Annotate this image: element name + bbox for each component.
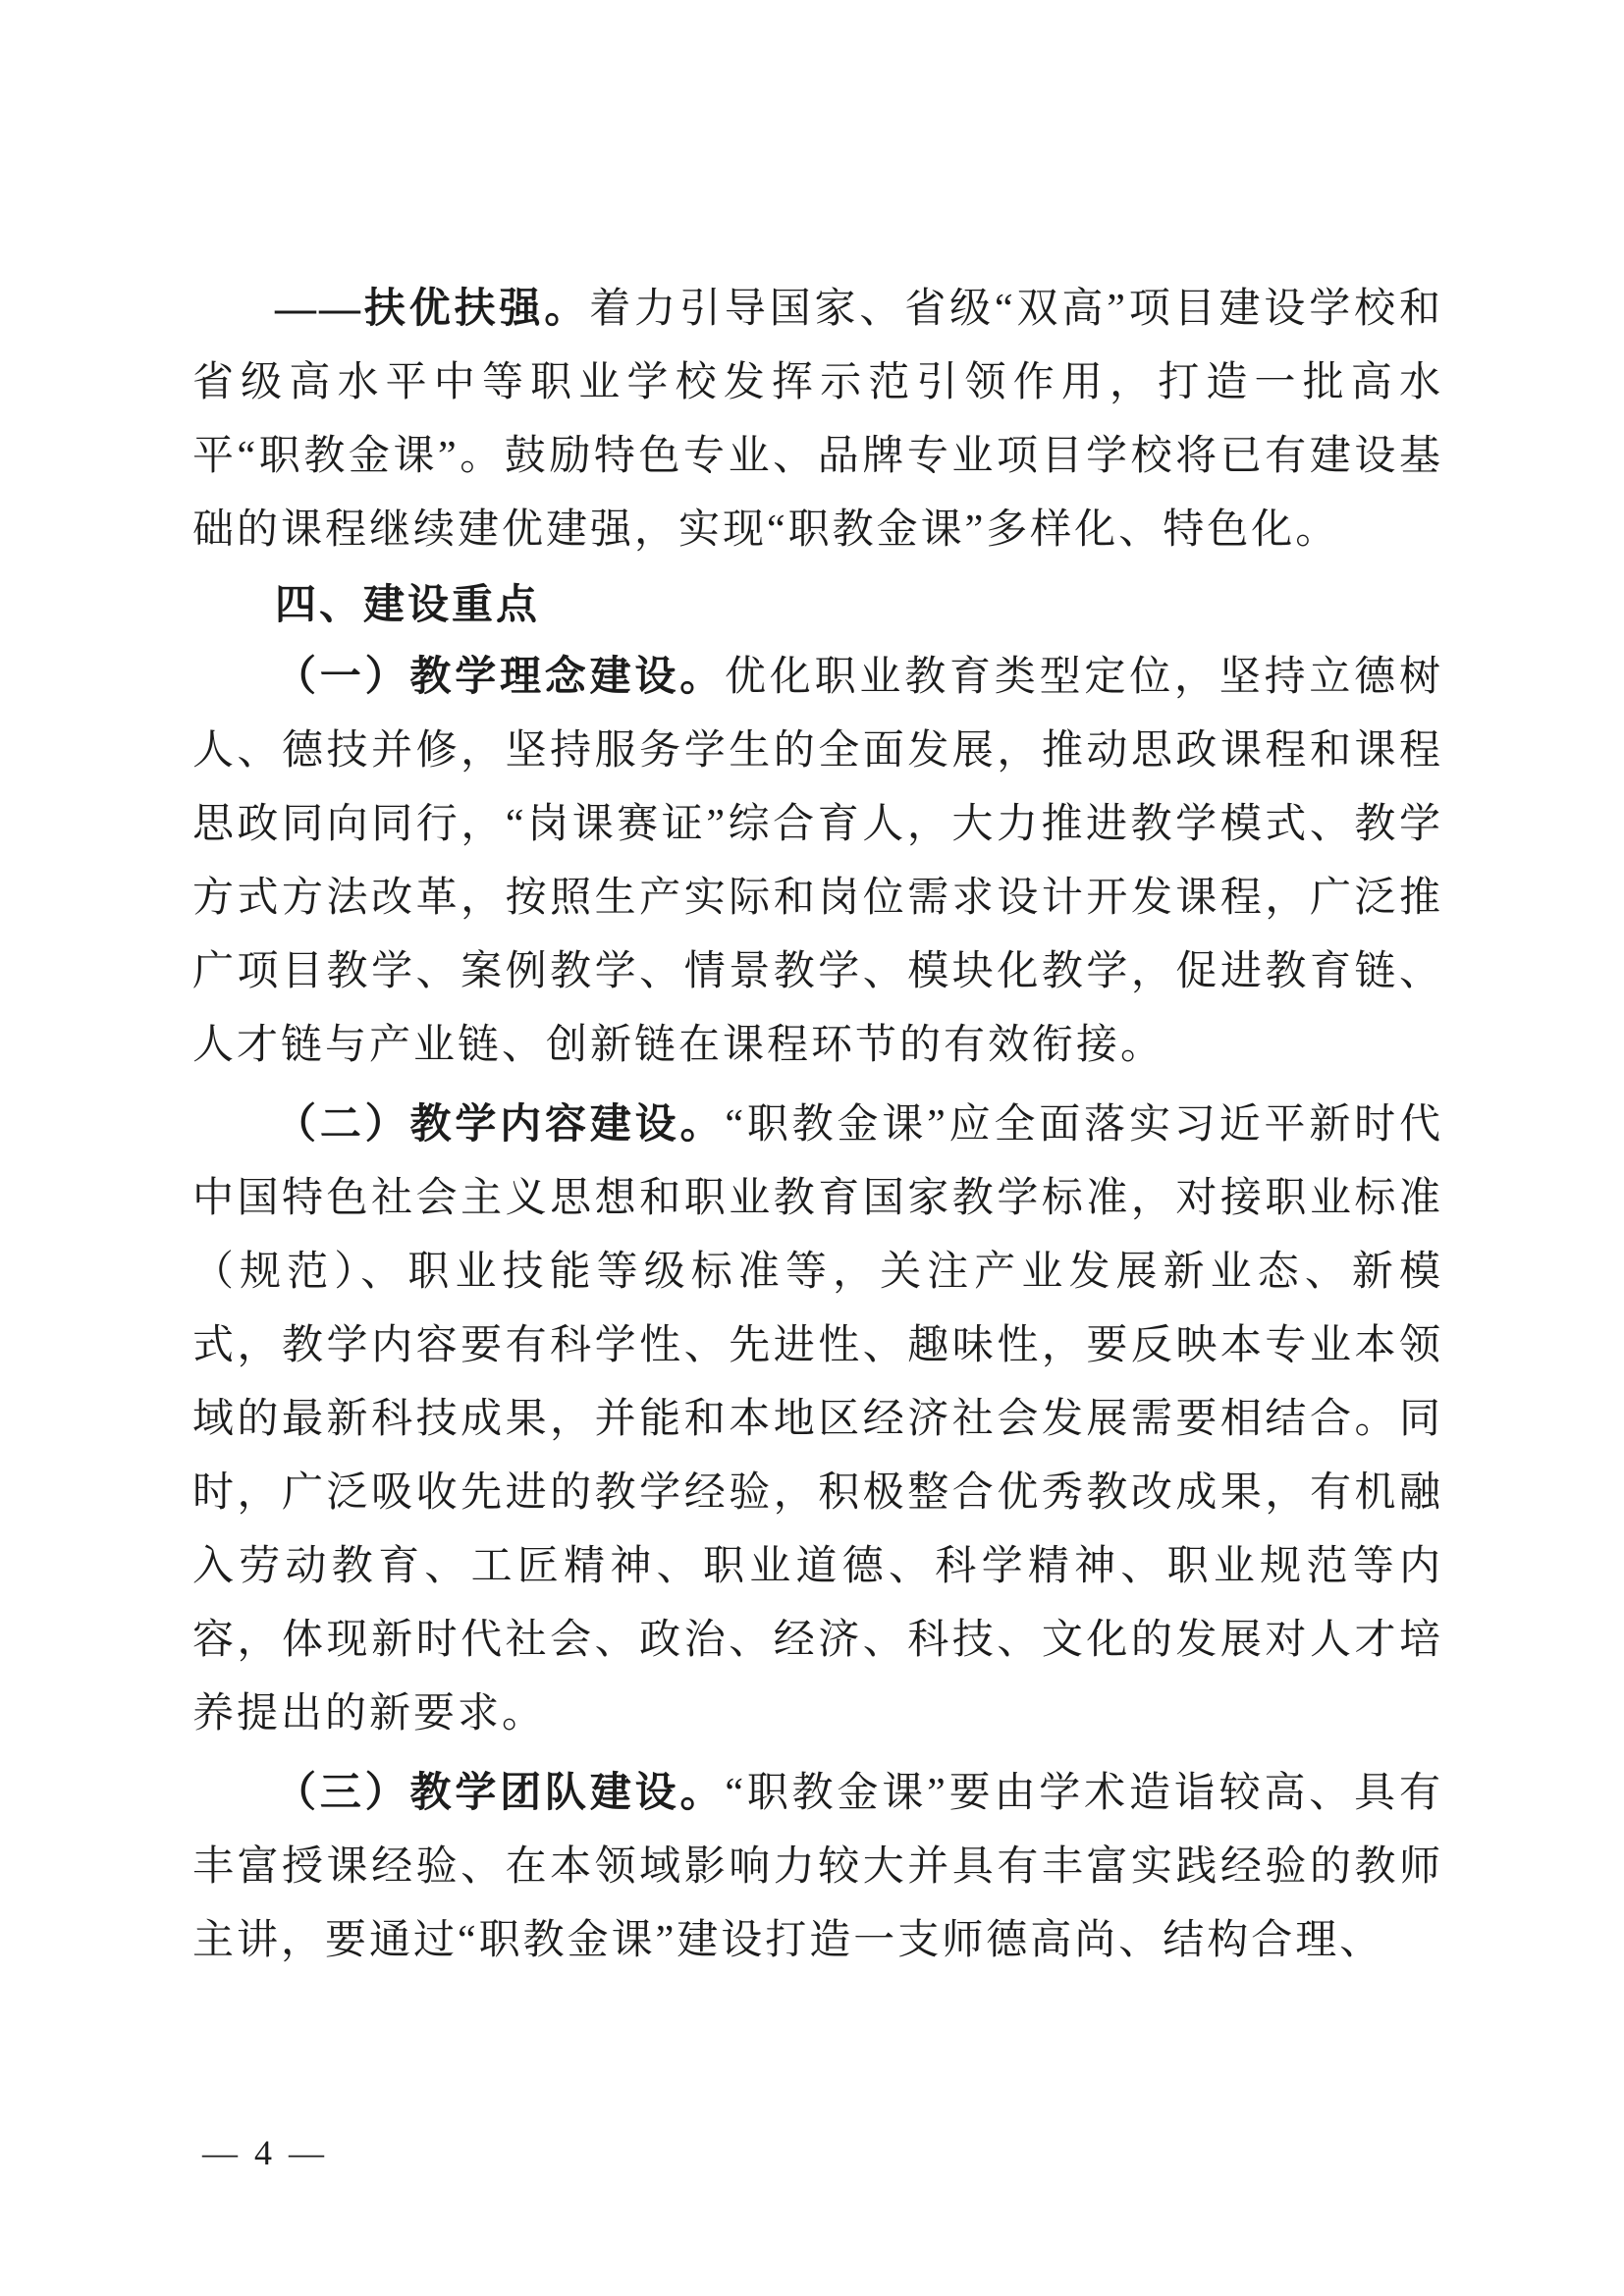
paragraph-lead-teaching-team: （三）教学团队建设。 bbox=[275, 1771, 726, 1816]
paragraph-text-teaching-team: “职教金课”要由学术造诣较高、具有丰富授课经验、在本领域影响力较大并具有丰富实践经验的教师主讲，要通过“职教金课”建设打造一支师德高尚、结构合理、 bbox=[192, 1771, 1443, 1963]
paragraph-support-strong bbox=[192, 273, 1443, 567]
document-body bbox=[192, 273, 1443, 1978]
paragraph-text-teaching-content: “职教金课”应全面落实习近平新时代中国特色社会主义思想和职业教育国家教学标准，对接职业标准（规范）、职业技能等级标准等，关注产业发展新业态、新模式，教学内容要有科学性、先进性、趣味性，要反映本专业本领域的最新科技成果，并能和本地区经济社会发展需要相结合。同时，广泛吸收先进的教学经验，积极整合优秀教改成果，有机融入劳动教育、工匠精神、职业道德、科学精神、职业规范等内容，体现新时代社会、政治、经济、科技、文化的发展对人才培养提出的新要求。 bbox=[192, 1102, 1443, 1736]
paragraph-teaching-philosophy bbox=[192, 641, 1443, 1083]
paragraph-lead-teaching-content: （二）教学内容建设。 bbox=[275, 1102, 726, 1148]
paragraph-text-support-strong: 着力引导国家、省级“双高”项目建设学校和省级高水平中等职业学校发挥示范引领作用，打造一批高水平“职教金课”。鼓励特色专业、品牌专业项目学校将已有建设基础的课程继续建优建强，实现“职教金课”多样化、特色化。 bbox=[192, 287, 1443, 553]
section-heading-construction-priorities: 四、建设重点 bbox=[275, 581, 541, 627]
paragraph-lead-support-strong: ——扶优扶强。 bbox=[275, 287, 590, 332]
paragraph-lead-teaching-philosophy: （一）教学理念建设。 bbox=[275, 655, 725, 700]
paragraph-teaching-team bbox=[192, 1757, 1443, 1978]
page-number: — 4 — bbox=[202, 2133, 328, 2172]
paragraph-teaching-content bbox=[192, 1089, 1443, 1751]
paragraph-text-teaching-philosophy: 优化职业教育类型定位，坚持立德树人、德技并修，坚持服务学生的全面发展，推动思政课程和课程思政同向同行，“岗课赛证”综合育人，大力推进教学模式、教学方式方法改革，按照生产实际和岗位需求设计开发课程，广泛推广项目教学、案例教学、情景教学、模块化教学，促进教育链、人才链与产业链、创新链在课程环节的有效衔接。 bbox=[192, 655, 1443, 1068]
